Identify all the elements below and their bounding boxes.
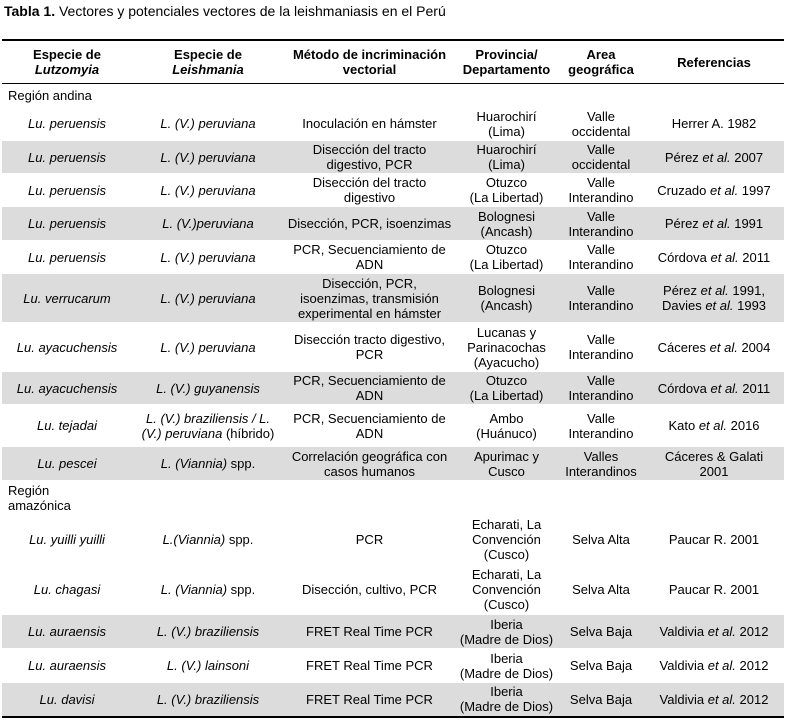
method-text: Disección, PCR, isoenzimas — [287, 216, 452, 231]
cell-province — [455, 515, 558, 565]
leishmania-name: L. (V.) peruviana — [160, 116, 256, 132]
reference-year: 2004 — [737, 339, 771, 355]
area-text-2: Interandino — [568, 223, 634, 239]
province-text: Echarati, La Convención — [471, 567, 542, 597]
province-text: Iberia — [490, 616, 523, 632]
table-row — [2, 615, 784, 649]
cell-method — [284, 207, 455, 241]
table-row — [2, 174, 784, 207]
area-text: Valle — [587, 283, 615, 298]
reference-author: Pérez — [664, 149, 703, 165]
cell-lutzomyia — [2, 141, 132, 174]
table-row — [2, 405, 784, 447]
cell-leishmania — [132, 565, 284, 615]
area-text-2: Interandino — [568, 257, 634, 272]
region-cell — [2, 481, 784, 515]
method-text: FRET Real Time PCR — [306, 691, 433, 707]
table-row — [2, 515, 784, 565]
reference-etal: et al. — [702, 149, 731, 165]
area-text: Valle — [587, 242, 615, 257]
cell-area — [558, 683, 644, 717]
area-text-2: occidental — [571, 157, 631, 172]
reference-author: Paucar R. 2001 — [668, 531, 760, 547]
reference-author: Valdivia — [659, 691, 708, 707]
table-row — [2, 649, 784, 683]
reference-author: Cruzado — [657, 182, 710, 198]
species-name: Lu. peruensis — [27, 149, 107, 165]
department-text: (Ancash) — [480, 298, 533, 313]
cell-lutzomyia — [2, 683, 132, 717]
cell-lutzomyia — [2, 565, 132, 615]
leishmania-name: L. (V.) lainsoni — [166, 658, 250, 673]
caption-label: Tabla 1. — [4, 3, 56, 19]
department-text: (Madre de Dios) — [459, 665, 554, 681]
cell-province — [455, 405, 558, 447]
province-text: Bolognesi — [477, 208, 536, 224]
cell-leishmania — [132, 141, 284, 174]
table-row — [2, 207, 784, 241]
cell-reference — [644, 515, 784, 565]
province-text: Otuzco — [485, 373, 528, 388]
cell-area — [558, 323, 644, 372]
cell-province — [455, 323, 558, 372]
header-area: Area geográfica — [558, 40, 644, 84]
table-caption — [4, 3, 446, 19]
region-label: Región andina — [8, 88, 92, 104]
department-text: (Ancash) — [480, 223, 533, 239]
leishmania-name: L.(Viannia) — [162, 531, 226, 547]
cell-province — [455, 649, 558, 683]
table-row — [2, 447, 784, 481]
area-text: Valle — [587, 208, 615, 224]
cell-lutzomyia — [2, 447, 132, 481]
cell-lutzomyia — [2, 649, 132, 683]
cell-reference — [644, 447, 784, 481]
cell-province — [455, 241, 558, 274]
species-name: Lu. davisi — [39, 691, 95, 707]
table-row — [2, 108, 784, 141]
department-text: (Cusco) — [483, 597, 530, 612]
region-label: amazónica — [8, 497, 71, 513]
cell-province — [455, 274, 558, 323]
area-text-2: Interandinos — [565, 463, 637, 479]
cell-lutzomyia — [2, 323, 132, 372]
area-text: Valle — [587, 373, 615, 388]
method-text: Disección tracto digestivo, PCR — [293, 332, 445, 362]
reference-author: Cáceres — [657, 339, 710, 355]
reference-etal: et al. — [707, 658, 736, 673]
reference-author: Herrer A. 1982 — [671, 116, 757, 132]
leishmania-name: L. (V.) peruviana — [160, 290, 256, 306]
cell-province — [455, 174, 558, 207]
province-text: Bolognesi — [477, 283, 536, 298]
cell-reference — [644, 108, 784, 141]
department-text: (La Libertad) — [469, 388, 544, 403]
cell-reference — [644, 405, 784, 447]
area-text: Selva Alta — [572, 582, 630, 597]
method-text: Disección, PCR, isoenzimas, transmisión experimental en hámster — [297, 275, 442, 321]
reference-etal: et al. — [707, 624, 736, 639]
reference-author: Pérez — [663, 283, 701, 298]
method-text: Inoculación en hámster — [302, 116, 437, 132]
cell-province — [455, 141, 558, 174]
province-text: Otuzco — [485, 175, 528, 190]
cell-lutzomyia — [2, 241, 132, 274]
area-text: Selva Alta — [572, 531, 630, 547]
region-row — [2, 84, 784, 108]
reference-etal: et al. — [710, 380, 739, 396]
cell-leishmania — [132, 174, 284, 207]
cell-reference — [644, 141, 784, 174]
cell-method — [284, 241, 455, 274]
method-text: Disección del tracto digestivo — [312, 175, 427, 205]
cell-lutzomyia — [2, 405, 132, 447]
leishmania-name: L. (V.) braziliensis — [156, 691, 260, 707]
cell-leishmania — [132, 615, 284, 649]
cell-reference — [644, 323, 784, 372]
table-row — [2, 323, 784, 372]
cell-leishmania — [132, 649, 284, 683]
reference-year: 2011 — [738, 380, 771, 396]
cell-area — [558, 515, 644, 565]
area-text-2: Interandino — [568, 388, 634, 403]
area-text: Selva Baja — [569, 658, 633, 673]
department-text: (Cusco) — [483, 546, 530, 562]
cell-method — [284, 274, 455, 323]
cell-method — [284, 649, 455, 683]
province-text: Apurimac y — [473, 448, 540, 464]
cell-area — [558, 274, 644, 323]
area-text-2: occidental — [571, 123, 631, 139]
species-name: Lu. pescei — [37, 456, 97, 471]
species-name: Lu. peruensis — [27, 182, 107, 198]
region-row — [2, 481, 784, 515]
reference-author: Kato — [668, 418, 699, 433]
area-text: Selva Baja — [569, 624, 633, 639]
species-name: Lu. auraensis — [27, 624, 107, 639]
leishmania-name: L. (V.) guyanensis — [156, 380, 260, 396]
reference-etal: et al. — [710, 249, 739, 265]
leishmania-name: L. (V.) braziliensis — [156, 624, 260, 639]
area-text-2: Interandino — [568, 425, 634, 441]
cell-lutzomyia — [2, 174, 132, 207]
leishmania-name: L. (V.) peruviana — [160, 339, 256, 355]
department-text: Cusco — [488, 463, 525, 479]
cell-reference — [644, 615, 784, 649]
cell-area — [558, 241, 644, 274]
leishmania-suffix: spp. — [227, 582, 256, 597]
cell-method — [284, 683, 455, 717]
region-label: Región — [8, 482, 50, 498]
leishmania-name: L. (V.)peruviana — [162, 216, 254, 231]
method-text: PCR, Secuenciamiento de ADN — [293, 242, 446, 272]
species-name: Lu. peruensis — [27, 216, 107, 231]
cell-leishmania — [132, 515, 284, 565]
cell-method — [284, 174, 455, 207]
cell-reference — [644, 649, 784, 683]
table-row — [2, 241, 784, 274]
table-row — [2, 565, 784, 615]
reference-year: 2007 — [730, 149, 764, 165]
reference-author: Córdova — [657, 249, 711, 265]
cell-area — [558, 405, 644, 447]
leishmania-name: L. (Viannia) — [160, 582, 228, 597]
area-text: Valles — [583, 448, 619, 464]
area-text-2: Interandino — [568, 190, 634, 205]
cell-lutzomyia — [2, 274, 132, 323]
reference-year: 2012 — [735, 624, 769, 639]
species-name: Lu. tejadai — [37, 418, 97, 433]
leishmania-name: L. (V.) peruviana — [160, 149, 256, 165]
province-text: Huarochirí (Lima) — [476, 142, 537, 172]
cell-method — [284, 565, 455, 615]
reference-etal: et al. — [707, 691, 736, 707]
cell-method — [284, 141, 455, 174]
cell-method — [284, 323, 455, 372]
cell-reference — [644, 207, 784, 241]
species-name: Lu. yuilli yuilli — [29, 531, 105, 547]
leishmania-suffix: (híbrido) — [222, 425, 275, 441]
reference-year-2: 1993 — [733, 298, 767, 313]
area-text-2: Interandino — [568, 347, 634, 362]
cell-leishmania — [132, 241, 284, 274]
reference-author: Pérez — [664, 216, 703, 231]
method-text: Disección, cultivo, PCR — [301, 582, 438, 597]
cell-leishmania — [132, 274, 284, 323]
cell-province — [455, 565, 558, 615]
header-references: Referencias — [644, 40, 784, 84]
department-text: (Ayacucho) — [473, 354, 540, 370]
cell-province — [455, 108, 558, 141]
cell-method — [284, 447, 455, 481]
leishmania-name: L. (V.) peruviana — [160, 249, 256, 265]
cell-province — [455, 207, 558, 241]
table-row — [2, 274, 784, 323]
species-name: Lu. peruensis — [27, 116, 107, 132]
leishmania-name: L. (Viannia) — [160, 456, 228, 471]
province-text: Iberia — [490, 650, 523, 666]
cell-province — [455, 447, 558, 481]
cell-reference — [644, 683, 784, 717]
cell-reference — [644, 565, 784, 615]
cell-leishmania — [132, 372, 284, 405]
reference-year: 1991, — [728, 283, 765, 298]
cell-area — [558, 447, 644, 481]
method-text: PCR — [355, 531, 384, 547]
cell-area — [558, 207, 644, 241]
table-row — [2, 372, 784, 405]
table-row — [2, 683, 784, 717]
species-name: Lu. peruensis — [27, 249, 107, 265]
reference-year: 2016 — [727, 418, 760, 433]
area-text: Valle — [587, 108, 615, 124]
method-text: PCR, Secuenciamiento de ADN — [293, 373, 446, 403]
leishmania-name: L. (V.) peruviana — [160, 182, 256, 198]
reference-etal: et al. — [700, 283, 729, 298]
method-text: PCR, Secuenciamiento de ADN — [293, 410, 446, 441]
cell-reference — [644, 241, 784, 274]
cell-method — [284, 615, 455, 649]
area-text: Selva Baja — [569, 691, 633, 707]
cell-method — [284, 405, 455, 447]
cell-reference — [644, 274, 784, 323]
department-text: (Madre de Dios) — [459, 631, 554, 647]
cell-area — [558, 141, 644, 174]
caption-text: Vectores y potenciales vectores de la leishmaniasis en el Perú — [55, 3, 446, 19]
cell-method — [284, 372, 455, 405]
species-name: Lu. ayacuchensis — [16, 339, 118, 355]
cell-leishmania — [132, 405, 284, 447]
header-species-lutzomyia: Especie de Lutzomyia — [2, 40, 132, 84]
province-text: Echarati, La Convención — [471, 516, 542, 547]
header-species-leishmania: Especie de Leishmania — [132, 40, 284, 84]
reference-etal-2: et al. — [705, 298, 734, 313]
reference-year: 2011 — [738, 249, 771, 265]
cell-lutzomyia — [2, 615, 132, 649]
species-name: Lu. chagasi — [33, 582, 101, 597]
leishmania-name: L. (V.) braziliensis / L. (V.) peruviana — [141, 410, 271, 441]
reference-year: 2012 — [735, 691, 769, 707]
method-text: Disección del tracto digestivo, PCR — [312, 142, 427, 172]
reference-author: Paucar R. 2001 — [668, 582, 760, 597]
cell-area — [558, 615, 644, 649]
method-text: Correlación geográfica con casos humanos — [291, 448, 448, 479]
cell-province — [455, 615, 558, 649]
header-method: Método de incriminación vectorial — [284, 40, 455, 84]
reference-author: Cáceres & Galati — [664, 448, 764, 464]
province-text: Ambo (Huánuco) — [476, 410, 537, 441]
area-text-2: Interandino — [568, 298, 634, 313]
region-cell — [2, 84, 784, 108]
cell-province — [455, 683, 558, 717]
reference-author: Valdivia — [659, 624, 708, 639]
species-name: Lu. auraensis — [27, 658, 107, 673]
leishmania-suffix: spp. — [227, 456, 256, 471]
province-text: Iberia — [490, 684, 523, 700]
area-text: Valle — [587, 142, 615, 157]
cell-leishmania — [132, 323, 284, 372]
header-province: Provincia/ Departamento — [455, 40, 558, 84]
reference-etal: et al. — [702, 216, 731, 231]
cell-area — [558, 108, 644, 141]
vectors-table — [2, 39, 784, 718]
department-text: (Madre de Dios) — [459, 699, 554, 715]
cell-lutzomyia — [2, 515, 132, 565]
leishmania-suffix: spp. — [225, 531, 254, 547]
cell-area — [558, 174, 644, 207]
department-text: (La Libertad) — [469, 190, 544, 205]
reference-etal: et al. — [698, 418, 727, 433]
cell-reference — [644, 174, 784, 207]
area-text: Valle — [587, 175, 615, 190]
area-text: Valle — [587, 332, 615, 347]
species-name: Lu. verrucarum — [23, 290, 111, 306]
province-text: Otuzco — [485, 242, 528, 257]
cell-lutzomyia — [2, 108, 132, 141]
reference-author-2: 2001 — [699, 463, 729, 479]
reference-year: 1997 — [738, 182, 771, 198]
method-text: FRET Real Time PCR — [306, 624, 433, 639]
header-row — [2, 40, 784, 84]
table-row — [2, 141, 784, 174]
cell-leishmania — [132, 108, 284, 141]
reference-etal: et al. — [710, 182, 739, 198]
cell-reference — [644, 372, 784, 405]
method-text: FRET Real Time PCR — [306, 658, 433, 673]
cell-lutzomyia — [2, 207, 132, 241]
reference-year: 1991 — [730, 216, 764, 231]
cell-area — [558, 649, 644, 683]
province-text: Lucanas y Parinacochas — [467, 324, 546, 355]
reference-author-2: Davies — [661, 298, 706, 313]
area-text: Valle — [587, 410, 615, 426]
cell-method — [284, 108, 455, 141]
reference-year: 2012 — [735, 658, 769, 673]
cell-province — [455, 372, 558, 405]
cell-area — [558, 372, 644, 405]
cell-lutzomyia — [2, 372, 132, 405]
reference-author: Valdivia — [659, 658, 708, 673]
reference-author: Córdova — [657, 380, 711, 396]
department-text: (La Libertad) — [469, 257, 544, 272]
province-text: Huarochirí (Lima) — [476, 108, 537, 139]
cell-method — [284, 515, 455, 565]
cell-leishmania — [132, 207, 284, 241]
reference-etal: et al. — [709, 339, 738, 355]
species-name: Lu. ayacuchensis — [16, 380, 118, 396]
cell-area — [558, 565, 644, 615]
cell-leishmania — [132, 683, 284, 717]
cell-leishmania — [132, 447, 284, 481]
